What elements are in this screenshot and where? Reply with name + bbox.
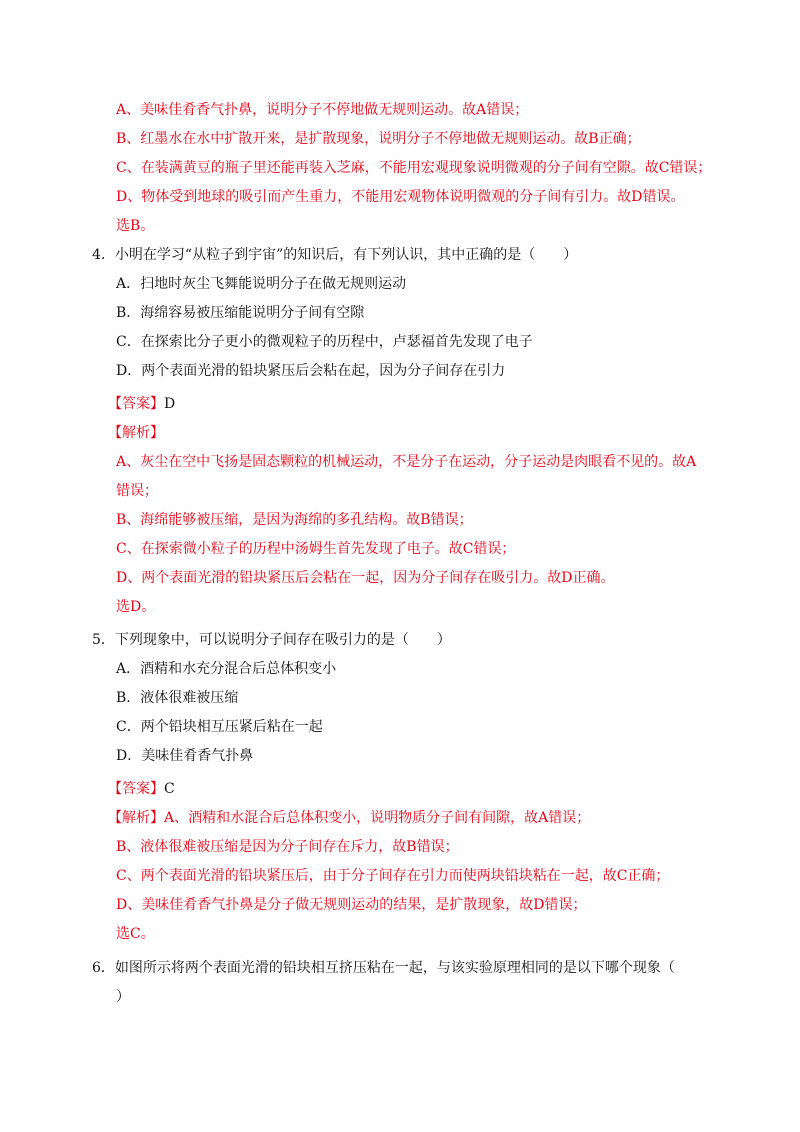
question-stem-continued: ） [116,989,130,1005]
analysis-label: 【解析】 [108,810,164,826]
option-d: D．两个表面光滑的铅块紧压后会粘在起，因为分子间存在引力 [116,363,506,379]
analysis-line: B、海绵能够被压缩，是因为海绵的多孔结构。故B错误； [116,512,473,528]
answer-line [108,779,175,799]
analysis-line: C、两个表面光滑的铅块紧压后，由于分子间存在引力而使两块铅块粘在一起，故C正确； [116,868,670,884]
analysis-line: D、两个表面光滑的铅块紧压后会粘在一起，因为分子间存在吸引力。故D正确。 [116,570,615,586]
analysis-conclusion: 选C。 [116,926,155,942]
analysis-line: D、物体受到地球的吸引而产生重力，不能用宏观物体说明微观的分子间有引力。故D错误。 [116,189,685,205]
analysis-line: A、灰尘在空中飞扬是固态颗粒的机械运动，不是分子在运动，分子运动是肉眼看不见的。故A [116,454,697,470]
answer-line [108,394,175,414]
question-stem: 6．如图所示将两个表面光滑的铅块相互挤压粘在一起，与该实验原理相同的是以下哪个现象（ [92,960,675,976]
question-stem: 5．下列现象中，可以说明分子间存在吸引力的是（ ） [92,632,451,648]
answer-label: 【答案】 [108,396,164,412]
question-stem: 4．小明在学习“从粒子到宇宙”的知识后，有下列认识，其中正确的是（ ） [92,247,578,263]
option-a: A．扫地时灰尘飞舞能说明分子在做无规则运动 [116,276,407,292]
analysis-first-line [108,808,590,828]
answer-value: C [164,781,175,797]
option-b: B．海绵容易被压缩能说明分子间有空隙 [116,305,365,321]
analysis-line: C、在探索微小粒子的历程中汤姆生首先发现了电子。故C错误； [116,541,516,557]
analysis-line: B、红墨水在水中扩散开来，是扩散现象，说明分子不停地做无规则运动。故B正确； [116,131,641,147]
option-c: C．在探索比分子更小的微观粒子的历程中，卢瑟福首先发现了电子 [116,334,533,350]
analysis-conclusion: 选D。 [116,599,156,615]
option-a: A．酒精和水充分混合后总体积变小 [116,661,337,677]
option-b: B．液体很难被压缩 [116,690,239,706]
analysis-line: C、在装满黄豆的瓶子里还能再装入芝麻，不能用宏观现象说明微观的分子间有空隙。故C错误； [116,160,712,176]
answer-value: D [164,396,176,412]
analysis-line: B、液体很难被压缩是因为分子间存在斥力，故B错误； [116,839,459,855]
analysis-line: A、美味佳肴香气扑鼻，说明分子不停地做无规则运动。故A错误； [116,102,529,118]
option-d: D．美味佳肴香气扑鼻 [116,748,254,764]
answer-label: 【答案】 [108,781,164,797]
analysis-line: D、美味佳肴香气扑鼻是分子做无规则运动的结果，是扩散现象，故D错误； [116,897,587,913]
analysis-line: 错误； [116,483,158,499]
option-c: C．两个铅块相互压紧后粘在一起 [116,719,323,735]
analysis-label: 【解析】 [108,425,164,441]
analysis-conclusion: 选B。 [116,218,155,234]
analysis-text: A、酒精和水混合后总体积变小，说明物质分子间有间隙，故A错误； [164,810,591,826]
